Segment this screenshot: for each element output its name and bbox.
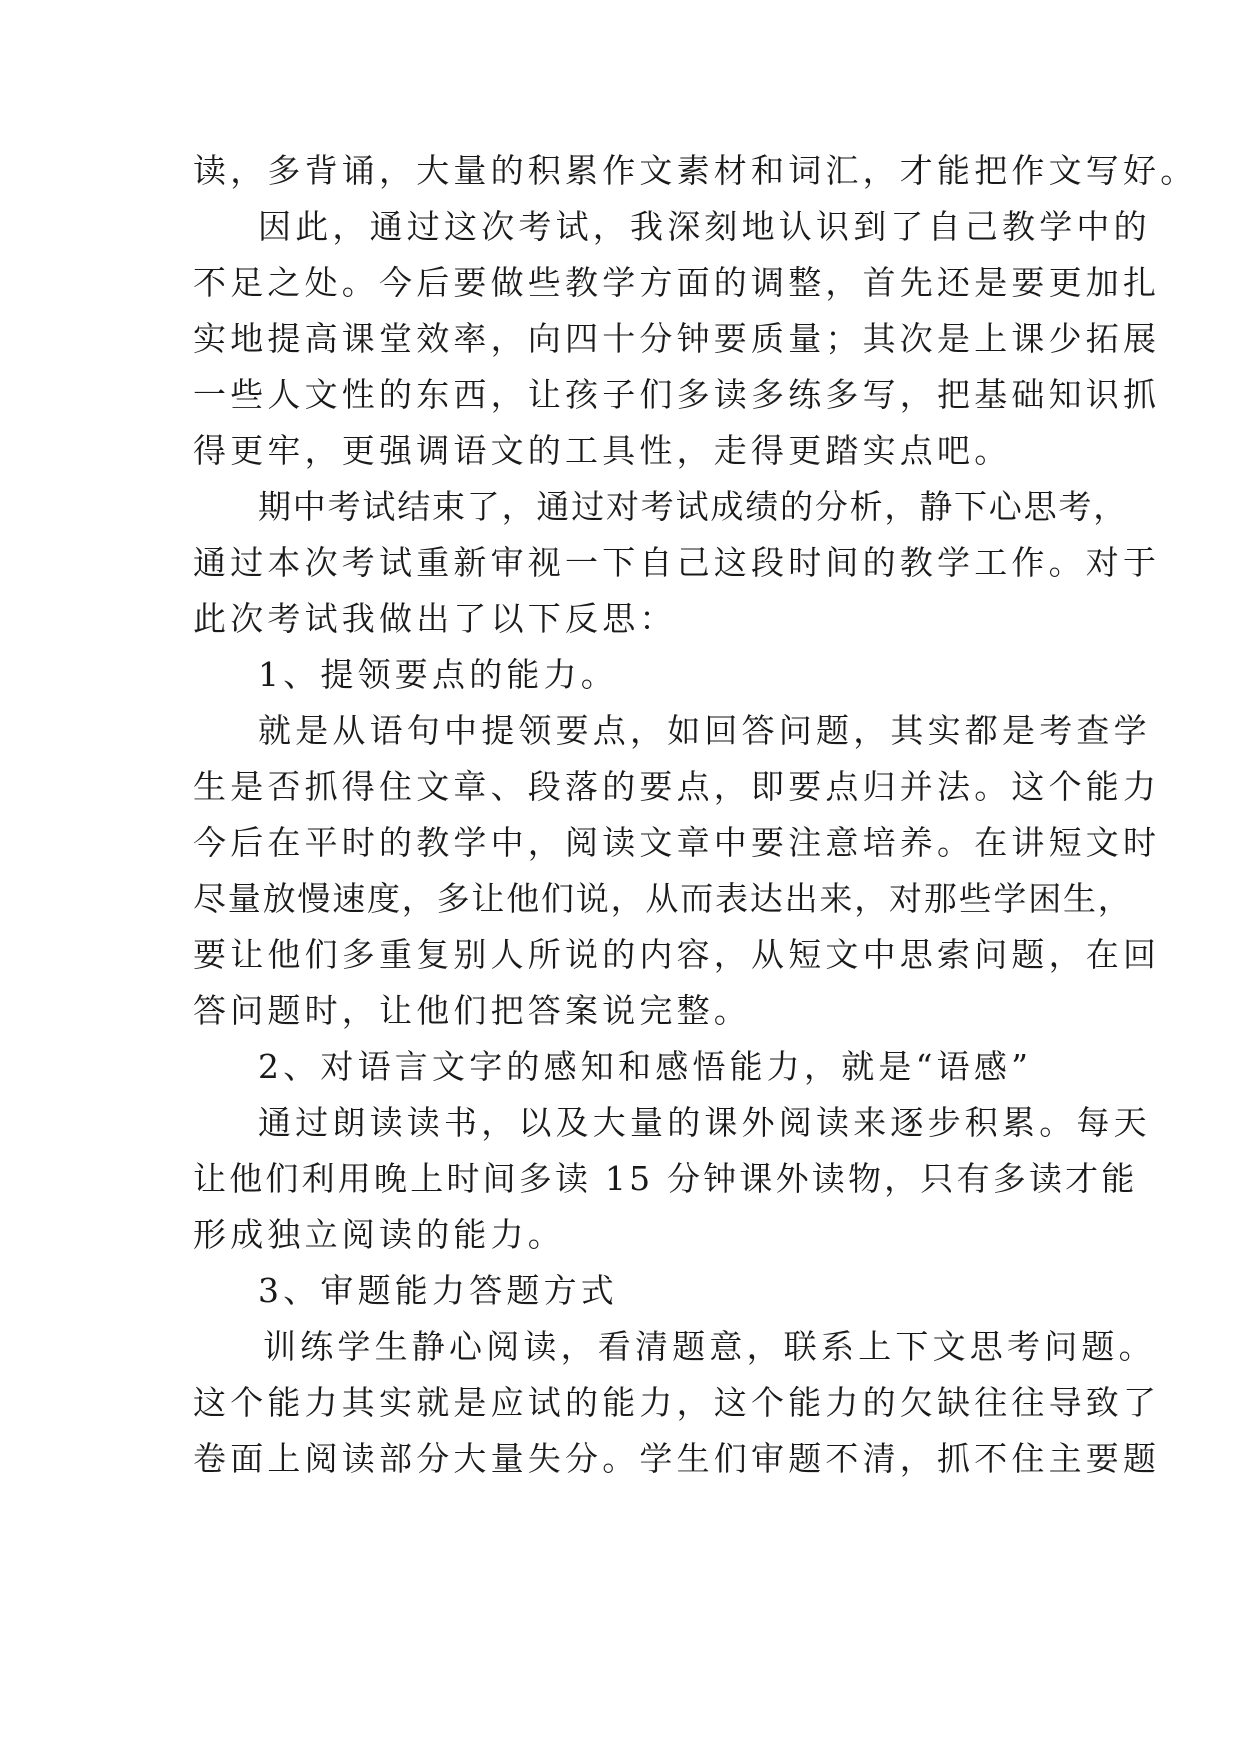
text-line-12: 生是否抓得住文章、段落的要点，即要点归并法。这个能力 bbox=[193, 767, 1161, 806]
text-line-20: 形成独立阅读的能力。 bbox=[193, 1215, 565, 1254]
text-line-22: 训练学生静心阅读，看清题意，联系上下文思考问题。 bbox=[263, 1327, 1156, 1366]
text-line-21: 3、审题能力答题方式 bbox=[258, 1271, 618, 1310]
text-line-17: 2、对语言文字的感知和感悟能力，就是“语感” bbox=[258, 1047, 1033, 1086]
text-line-6: 得更牢，更强调语文的工具性，走得更踏实点吧。 bbox=[193, 431, 1012, 470]
text-line-7: 期中考试结束了，通过对考试成绩的分析，静下心思考， bbox=[258, 487, 1128, 526]
text-line-19: 让他们利用晚上时间多读 15 分钟课外读物，只有多读才能 bbox=[193, 1159, 1138, 1198]
text-line-23: 这个能力其实就是应试的能力，这个能力的欠缺往往导致了 bbox=[193, 1383, 1161, 1422]
text-line-9: 此次考试我做出了以下反思： bbox=[193, 599, 677, 638]
text-line-24: 卷面上阅读部分大量失分。学生们审题不清，抓不住主要题 bbox=[193, 1439, 1161, 1478]
text-line-13: 今后在平时的教学中，阅读文章中要注意培养。在讲短文时 bbox=[193, 823, 1161, 862]
text-line-15: 要让他们多重复别人所说的内容，从短文中思索问题，在回 bbox=[193, 935, 1161, 974]
text-line-3: 不足之处。今后要做些教学方面的调整，首先还是要更加扎 bbox=[193, 263, 1161, 302]
text-line-4: 实地提高课堂效率，向四十分钟要质量；其次是上课少拓展 bbox=[193, 319, 1161, 358]
text-line-14: 尽量放慢速度，多让他们说，从而表达出来，对那些学困生， bbox=[193, 879, 1133, 918]
text-line-5: 一些人文性的东西，让孩子们多读多练多写，把基础知识抓 bbox=[193, 375, 1161, 414]
text-line-16: 答问题时，让他们把答案说完整。 bbox=[193, 991, 751, 1030]
text-line-8: 通过本次考试重新审视一下自己这段时间的教学工作。对于 bbox=[193, 543, 1161, 582]
text-line-10: 1、提领要点的能力。 bbox=[258, 655, 618, 694]
text-line-11: 就是从语句中提领要点，如回答问题，其实都是考查学 bbox=[258, 711, 1151, 750]
text-line-18: 通过朗读读书，以及大量的课外阅读来逐步积累。每天 bbox=[258, 1103, 1151, 1142]
text-line-1: 读，多背诵，大量的积累作文素材和词汇，才能把作文写好。 bbox=[193, 151, 1198, 190]
text-line-2: 因此，通过这次考试，我深刻地认识到了自己教学中的 bbox=[258, 207, 1151, 246]
